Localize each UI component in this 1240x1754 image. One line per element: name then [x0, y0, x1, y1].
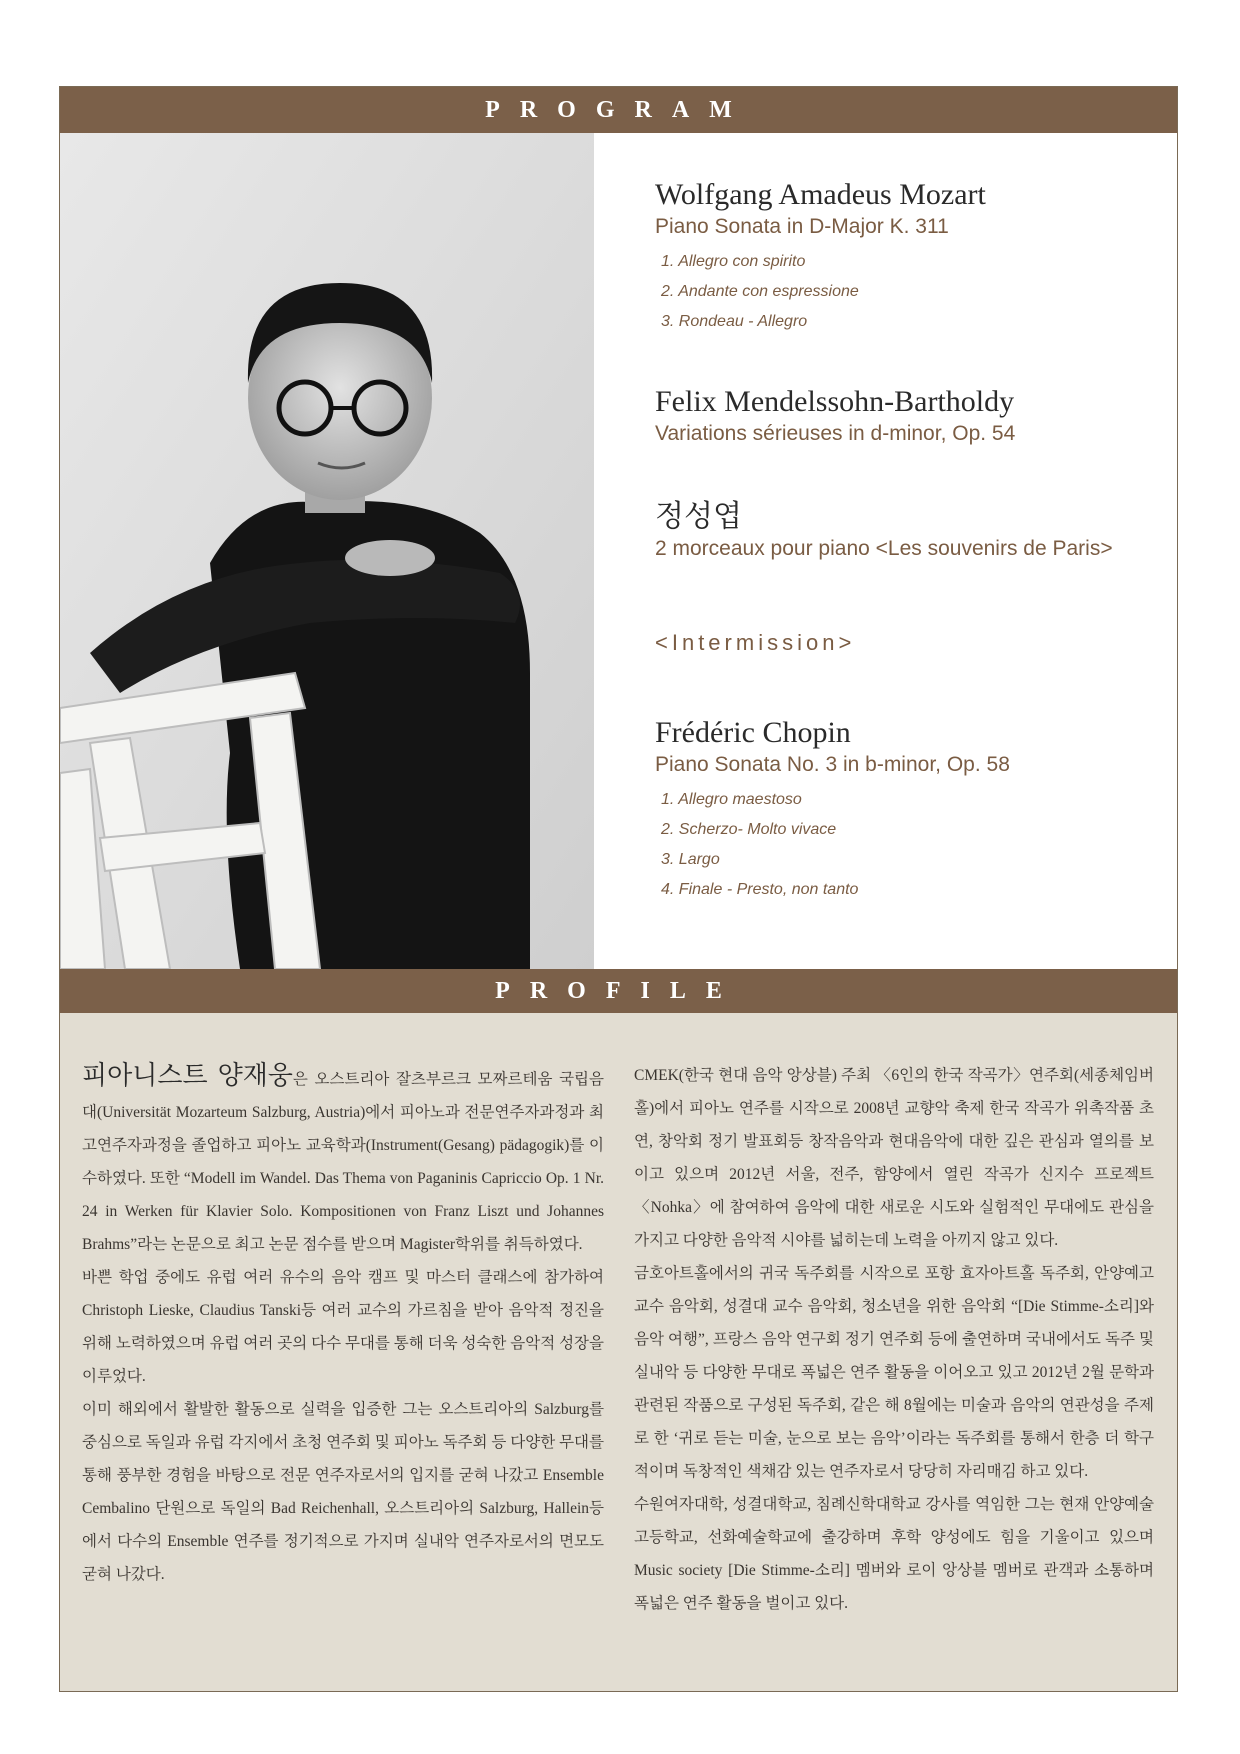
profile-paragraph: 이미 해외에서 활발한 활동으로 실력을 입증한 그는 오스트리아의 Salzburg를 중심으로 독일과 유럽 각지에서 초청 연주회 및 피아노 독주회 등 다양한 무대를 통해 풍부한 경험을 바탕으로 전문 연주자로서의 입지를 굳혀 나갔고 Ensemble Cembalino 단원으로 독일의 Bad Reichenhall, 오스트리아의 Salzburg, Hallein등에서 다수의 Ensemble 연주를 정기적으로 가지며 실내악 연주자로서의 면모도 굳혀 나갔다.	[82, 1401, 604, 1583]
work-title: Piano Sonata in D-Major K. 311	[655, 215, 949, 238]
work-title: Variations sérieuses in d-minor, Op. 54	[655, 422, 1016, 445]
portrait-illustration	[60, 133, 594, 969]
work-title: Piano Sonata No. 3 in b-minor, Op. 58	[655, 753, 1010, 776]
intermission-label: <Intermission>	[655, 630, 856, 655]
composer-name: Felix Mendelssohn-Bartholdy	[655, 385, 1015, 418]
movement-item: 4. Finale - Presto, non tanto	[661, 881, 859, 898]
profile-paragraph: 수원여자대학, 성결대학교, 침례신학대학교 강사를 역임한 그는 현재 안양예술고등학교, 선화예술학교에 출강하며 후학 양성에도 힘을 기울이고 있으며 Music society [Die Stimme-소리] 멤버와 로이 앙상블 멤버로 관객과 소통하며 폭넓은 연주 활동을 벌이고 있다.	[634, 1496, 1154, 1612]
jung-entry	[655, 499, 1113, 563]
movement-list	[661, 247, 986, 337]
profile-paragraph: CMEK(한국 현대 음악 앙상블) 주최 〈6인의 한국 작곡가〉연주회(세종체임버홀)에서 피아노 연주를 시작으로 2008년 교향악 축제 한국 작곡가 위촉작품 초연, 창악회 정기 발표회등 창작음악과 현대음악에 대한 깊은 관심과 열의를 보이고 있으며 2012년 서울, 전주, 함양에서 열린 작곡가 신지수 프로젝트 〈Nohka〉에 참여하여 음악에 대한 새로운 시도와 실험적인 무대에도 관심을 가지고 다양한 음악적 시야를 넓히는데 노력을 아끼지 않고 있다.	[634, 1067, 1154, 1249]
profile-right-column	[634, 1059, 1154, 1620]
movement-item: 2. Scherzo- Molto vivace	[661, 821, 837, 838]
movement-item: 1. Allegro con spirito	[661, 253, 806, 270]
profile-header: PROFILE	[60, 969, 1177, 1013]
profile-paragraph: 피아니스트 양재웅은 오스트리아 잘츠부르크 모짜르테움 국립음대(Universität Mozarteum Salzburg, Austria)에서 피아노과 전문연주자과정과 최고연주자과정을 졸업하고 피아노 교육학과(Instrument(Gesang) pädagogik)를 이수하였다. 또한 “Modell im Wandel. Das Thema von Paganinis Capriccio Op. 1 Nr. 24 in Werken für Klavier Solo. Kompositionen von Franz Liszt und Johannes Brahms”라는 논문으로 최고 논문 점수를 받으며 Magister학위를 취득하였다.	[82, 1060, 604, 1253]
pianist-portrait	[60, 133, 594, 969]
movement-item: 2. Andante con espressione	[661, 283, 859, 300]
chopin-entry	[655, 715, 1010, 905]
composer-name: Frédéric Chopin	[655, 716, 851, 749]
movement-list	[661, 785, 1010, 905]
program-page	[59, 86, 1178, 1692]
work-title: 2 morceaux pour piano <Les souvenirs de Paris>	[655, 537, 1113, 560]
composer-name: Wolfgang Amadeus Mozart	[655, 178, 986, 211]
profile-section	[60, 1013, 1177, 1691]
profile-paragraph: 금호아트홀에서의 귀국 독주회를 시작으로 포항 효자아트홀 독주회, 안양예고 교수 음악회, 성결대 교수 음악회, 청소년을 위한 음악회 “[Die Stimme-소리]와 음악 여행”, 프랑스 음악 연구회 정기 연주회 등에 출연하며 국내에서도 독주 및 실내악 등 다양한 무대로 폭넓은 연주 활동을 이어오고 있고 2012년 2월 문학과 관련된 작품으로 구성된 독주회, 같은 해 8월에는 미술과 음악의 연관성을 주제로 한 ‘귀로 듣는 미술, 눈으로 보는 음악’이라는 독주회를 통해서 한층 더 학구적이며 독창적인 색채감 있는 연주자로서 당당히 자리매김 하고 있다.	[634, 1265, 1154, 1480]
profile-left-column	[82, 1059, 604, 1591]
movement-item: 1. Allegro maestoso	[661, 791, 802, 808]
movement-item: 3. Largo	[661, 851, 720, 868]
movement-item: 3. Rondeau - Allegro	[661, 313, 808, 330]
mozart-entry	[655, 177, 986, 337]
mendelssohn-entry	[655, 384, 1015, 448]
pianist-name: 피아니스트 양재웅	[82, 1060, 293, 1090]
program-header: PROGRAM	[60, 87, 1177, 133]
profile-paragraph: 바쁜 학업 중에도 유럽 여러 유수의 음악 캠프 및 마스터 클래스에 참가하여 Christoph Lieske, Claudius Tanski등 여러 교수의 가르침을 받아 음악적 정진을 위해 노력하였으며 유럽 여러 곳의 다수 무대를 통해 더욱 성숙한 음악적 성장을 이루었다.	[82, 1269, 604, 1385]
composer-name: 정성엽	[655, 500, 742, 533]
